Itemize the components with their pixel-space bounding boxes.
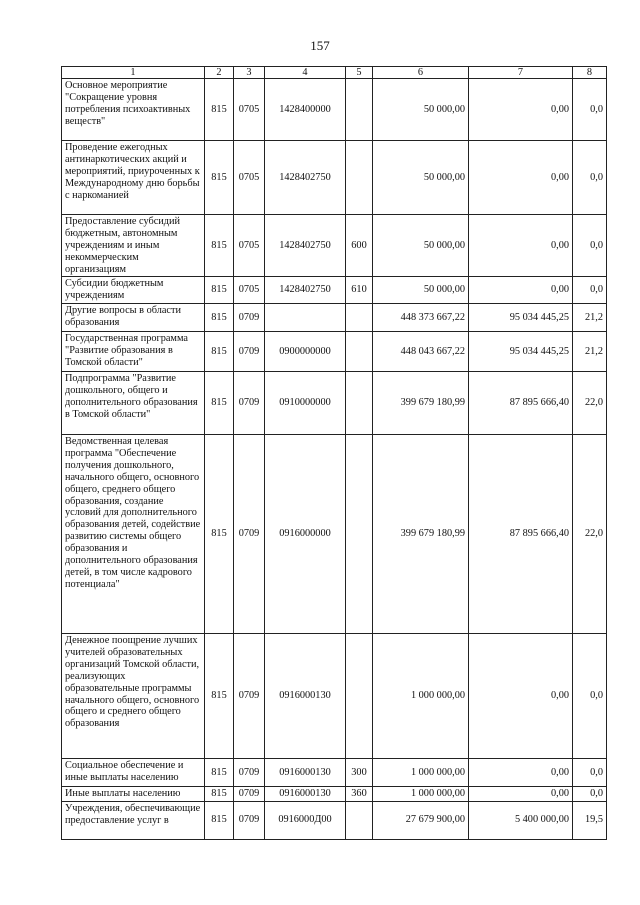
- cell-col2: 815: [205, 79, 234, 141]
- table-row: [62, 759, 607, 787]
- cell-col4: 0916000Д00: [265, 801, 346, 839]
- cell-col5: [346, 79, 373, 141]
- column-header: 1: [62, 67, 205, 79]
- row-name: Основное мероприятие "Сокращение уровня потребления психоактивных веществ": [62, 79, 205, 141]
- cell-col4: 0916000130: [265, 759, 346, 787]
- table-row: [62, 215, 607, 277]
- cell-col7: 95 034 445,25: [469, 332, 573, 372]
- row-name: Предоставление субсидий бюджетным, автономным учреждениям и иным некоммерческим организациям: [62, 215, 205, 277]
- row-name: Денежное поощрение лучших учителей образовательных организаций Томской области, реализующих образовательные программы начального общего, основного общего и среднего общего образования: [62, 634, 205, 759]
- cell-col3: 0709: [234, 372, 265, 435]
- row-name: Государственная программа "Развитие образования в Томской области": [62, 332, 205, 372]
- cell-col2: 815: [205, 435, 234, 634]
- cell-col6: 399 679 180,99: [373, 435, 469, 634]
- cell-col5: [346, 435, 373, 634]
- cell-col3: 0709: [234, 801, 265, 839]
- cell-col8: 0,0: [573, 277, 607, 304]
- cell-col5: [346, 141, 373, 215]
- cell-col7: 87 895 666,40: [469, 372, 573, 435]
- cell-col2: 815: [205, 332, 234, 372]
- cell-col3: 0709: [234, 435, 265, 634]
- row-name: Другие вопросы в области образования: [62, 304, 205, 332]
- cell-col2: 815: [205, 759, 234, 787]
- cell-col3: 0709: [234, 634, 265, 759]
- column-header: 7: [469, 67, 573, 79]
- cell-col2: 815: [205, 787, 234, 802]
- cell-col6: 399 679 180,99: [373, 372, 469, 435]
- cell-col3: 0709: [234, 787, 265, 802]
- cell-col8: 0,0: [573, 215, 607, 277]
- cell-col4: 1428402750: [265, 141, 346, 215]
- cell-col2: 815: [205, 277, 234, 304]
- cell-col8: 0,0: [573, 634, 607, 759]
- table-row: [62, 634, 607, 759]
- table-header-row: [62, 67, 607, 79]
- cell-col2: 815: [205, 801, 234, 839]
- cell-col3: 0709: [234, 304, 265, 332]
- cell-col8: 22,0: [573, 435, 607, 634]
- cell-col4: 0916000000: [265, 435, 346, 634]
- column-header: 3: [234, 67, 265, 79]
- cell-col3: 0705: [234, 215, 265, 277]
- cell-col5: [346, 801, 373, 839]
- cell-col6: 27 679 900,00: [373, 801, 469, 839]
- column-header: 5: [346, 67, 373, 79]
- column-header: 8: [573, 67, 607, 79]
- row-name: Учреждения, обеспечивающие предоставление услуг в: [62, 801, 205, 839]
- cell-col5: 360: [346, 787, 373, 802]
- cell-col8: 19,5: [573, 801, 607, 839]
- cell-col3: 0705: [234, 277, 265, 304]
- table-row: [62, 79, 607, 141]
- page-number: 157: [310, 38, 330, 53]
- cell-col4: 0900000000: [265, 332, 346, 372]
- cell-col3: 0705: [234, 79, 265, 141]
- cell-col6: 1 000 000,00: [373, 634, 469, 759]
- table-row: [62, 372, 607, 435]
- cell-col8: 0,0: [573, 141, 607, 215]
- cell-col8: 21,2: [573, 332, 607, 372]
- cell-col2: 815: [205, 141, 234, 215]
- cell-col5: 600: [346, 215, 373, 277]
- cell-col7: 95 034 445,25: [469, 304, 573, 332]
- table-row: [62, 332, 607, 372]
- cell-col7: 0,00: [469, 277, 573, 304]
- cell-col5: 300: [346, 759, 373, 787]
- cell-col6: 50 000,00: [373, 141, 469, 215]
- row-name: Проведение ежегодных антинаркотических акций и мероприятий, приуроченных к Международному дню борьбы с наркоманией: [62, 141, 205, 215]
- cell-col7: 87 895 666,40: [469, 435, 573, 634]
- cell-col7: 0,00: [469, 79, 573, 141]
- cell-col5: [346, 372, 373, 435]
- row-name: Подпрограмма "Развитие дошкольного, общего и дополнительного образования в Томской области": [62, 372, 205, 435]
- cell-col7: 5 400 000,00: [469, 801, 573, 839]
- cell-col4: [265, 304, 346, 332]
- cell-col4: 0916000130: [265, 634, 346, 759]
- cell-col6: 50 000,00: [373, 79, 469, 141]
- cell-col8: 22,0: [573, 372, 607, 435]
- cell-col6: 448 373 667,22: [373, 304, 469, 332]
- cell-col4: 0910000000: [265, 372, 346, 435]
- row-name: Иные выплаты населению: [62, 787, 205, 802]
- cell-col5: 610: [346, 277, 373, 304]
- cell-col5: [346, 634, 373, 759]
- cell-col8: 0,0: [573, 759, 607, 787]
- cell-col2: 815: [205, 304, 234, 332]
- cell-col7: 0,00: [469, 141, 573, 215]
- cell-col7: 0,00: [469, 215, 573, 277]
- row-name: Ведомственная целевая программа "Обеспечение получения дошкольного, начального общего, основного общего, среднего общего образования, создание условий для дополнительного образования детей, содействие развитию системы общего образования и дополнительного образования детей, в том числе кадрового потенциала": [62, 435, 205, 634]
- cell-col7: 0,00: [469, 759, 573, 787]
- cell-col3: 0709: [234, 759, 265, 787]
- cell-col6: 1 000 000,00: [373, 787, 469, 802]
- cell-col8: 0,0: [573, 787, 607, 802]
- cell-col5: [346, 332, 373, 372]
- cell-col4: 1428400000: [265, 79, 346, 141]
- cell-col6: 50 000,00: [373, 215, 469, 277]
- column-header: 4: [265, 67, 346, 79]
- cell-col4: 1428402750: [265, 277, 346, 304]
- cell-col2: 815: [205, 634, 234, 759]
- cell-col3: 0705: [234, 141, 265, 215]
- row-name: Социальное обеспечение и иные выплаты населению: [62, 759, 205, 787]
- cell-col2: 815: [205, 372, 234, 435]
- table-row: [62, 801, 607, 839]
- row-name: Субсидии бюджетным учреждениям: [62, 277, 205, 304]
- table-row: [62, 304, 607, 332]
- cell-col6: 448 043 667,22: [373, 332, 469, 372]
- cell-col4: 1428402750: [265, 215, 346, 277]
- budget-table: [61, 66, 607, 840]
- cell-col8: 21,2: [573, 304, 607, 332]
- cell-col6: 1 000 000,00: [373, 759, 469, 787]
- column-header: 6: [373, 67, 469, 79]
- cell-col2: 815: [205, 215, 234, 277]
- cell-col3: 0709: [234, 332, 265, 372]
- cell-col7: 0,00: [469, 634, 573, 759]
- cell-col8: 0,0: [573, 79, 607, 141]
- cell-col6: 50 000,00: [373, 277, 469, 304]
- cell-col5: [346, 304, 373, 332]
- table-row: [62, 277, 607, 304]
- column-header: 2: [205, 67, 234, 79]
- table-row: [62, 141, 607, 215]
- cell-col4: 0916000130: [265, 787, 346, 802]
- cell-col7: 0,00: [469, 787, 573, 802]
- table-row: [62, 787, 607, 802]
- table-row: [62, 435, 607, 634]
